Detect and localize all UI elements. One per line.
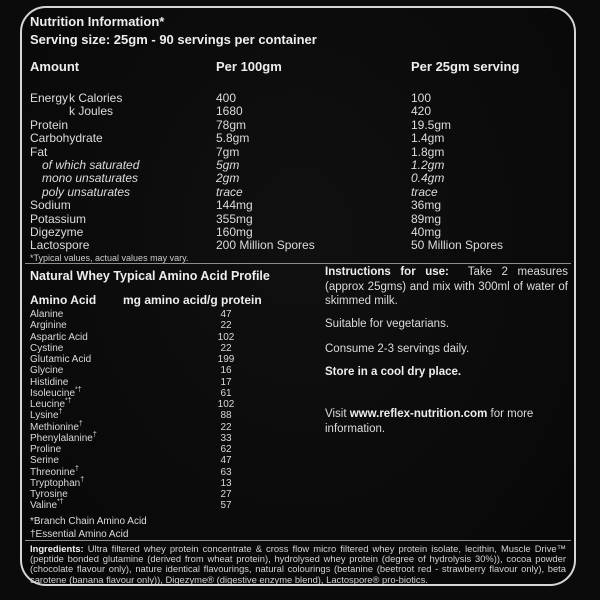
website-note bbox=[325, 407, 568, 436]
website-prefix: Visit bbox=[325, 408, 350, 420]
nutrition-table-header bbox=[30, 59, 567, 75]
website-suffix: for more information. bbox=[325, 408, 534, 435]
nutrition-row bbox=[30, 186, 567, 199]
per-100gm-value: 144mg bbox=[216, 198, 253, 213]
amino-name: Glycine bbox=[30, 365, 64, 377]
section-divider-top bbox=[25, 263, 571, 264]
amino-value: 102 bbox=[217, 331, 235, 343]
amino-value: 57 bbox=[220, 500, 232, 512]
per-25gm-value: 19.5gm bbox=[411, 117, 452, 132]
consume-note: Consume 2-3 servings daily. bbox=[325, 343, 470, 355]
per-25gm-value: 1.4gm bbox=[411, 131, 445, 146]
amino-row bbox=[30, 399, 330, 410]
amino-value: 22 bbox=[220, 342, 232, 354]
nutrition-row bbox=[30, 146, 567, 159]
nutrient-name: Sodium bbox=[30, 198, 71, 213]
amino-row bbox=[30, 467, 330, 478]
nutrient-subname: k Calories bbox=[69, 91, 123, 105]
amino-value: 47 bbox=[220, 309, 232, 320]
nutrient-subname: k Joules bbox=[69, 104, 114, 119]
amino-name: Glutamic Acid bbox=[30, 354, 92, 365]
amino-mark: † bbox=[80, 476, 85, 484]
amino-name: Methionine† bbox=[30, 420, 83, 433]
nutrient-name: Fat bbox=[30, 144, 48, 159]
amino-name: Tyrosine bbox=[30, 489, 68, 500]
typical-values-note: *Typical values, actual values may vary. bbox=[30, 253, 189, 263]
amino-value: 199 bbox=[217, 354, 235, 365]
per-100gm-value: 7gm bbox=[216, 144, 240, 159]
amino-table-header bbox=[30, 293, 330, 307]
amino-profile-title: Natural Whey Typical Amino Acid Profile bbox=[30, 269, 270, 283]
instructions-body: Take 2 measures (approx 25gms) and mix with 300ml of water of skimmed milk. bbox=[325, 266, 568, 307]
nutrition-rows bbox=[30, 92, 567, 253]
amino-row bbox=[30, 500, 330, 511]
amino-name: Tryptophan† bbox=[30, 476, 85, 489]
amino-name: Valine*† bbox=[30, 498, 64, 512]
nutrition-row bbox=[30, 159, 567, 172]
per-100gm-value: 400 bbox=[216, 91, 237, 105]
nutrient-name: poly unsaturates bbox=[42, 184, 131, 199]
amino-name: Alanine bbox=[30, 309, 64, 320]
per-25gm-value: 50 Million Spores bbox=[411, 238, 504, 253]
column-amount: Amount bbox=[30, 59, 80, 74]
per-100gm-value: 1680 bbox=[216, 104, 243, 119]
amino-name: Threonine† bbox=[30, 465, 79, 478]
per-100gm-value: trace bbox=[216, 184, 243, 199]
amino-name: Isoleucine*† bbox=[30, 386, 82, 399]
amino-value: 88 bbox=[220, 410, 232, 422]
nutrient-name: Digezyme bbox=[30, 224, 84, 239]
amino-row bbox=[30, 489, 330, 500]
amino-row bbox=[30, 332, 330, 343]
per-25gm-value: 1.2gm bbox=[411, 157, 445, 172]
per-25gm-value: 100 bbox=[411, 91, 432, 105]
nutrient-name: Carbohydrate bbox=[30, 131, 103, 146]
amino-value: 13 bbox=[220, 477, 232, 489]
per-100gm-value: 5gm bbox=[216, 157, 240, 172]
nutrient-name: Protein bbox=[30, 117, 69, 132]
nutrition-row bbox=[30, 92, 567, 105]
serving-size: Serving size: 25gm - 90 servings per container bbox=[30, 31, 317, 47]
section-divider-bottom bbox=[25, 540, 571, 541]
nutrition-row bbox=[30, 199, 567, 212]
nutrition-row bbox=[30, 213, 567, 226]
footnote-essential: †Essential Amino Acid bbox=[30, 528, 129, 540]
amino-mark: *† bbox=[57, 498, 64, 506]
amino-value: 61 bbox=[220, 387, 232, 399]
per-100gm-value: 355mg bbox=[216, 211, 253, 226]
column-per-25gm: Per 25gm serving bbox=[411, 59, 520, 74]
amino-row bbox=[30, 410, 330, 421]
nutrition-row bbox=[30, 172, 567, 185]
amino-name: Lysine† bbox=[30, 408, 63, 422]
nutrition-row bbox=[30, 226, 567, 239]
nutrition-row bbox=[30, 119, 567, 132]
amino-mark: *† bbox=[65, 397, 72, 405]
per-100gm-value: 78gm bbox=[216, 117, 247, 132]
nutrient-name: Potassium bbox=[30, 211, 87, 226]
amino-row bbox=[30, 478, 330, 489]
per-100gm-value: 160mg bbox=[216, 224, 253, 239]
amino-row bbox=[30, 343, 330, 354]
amino-value: 17 bbox=[220, 376, 232, 388]
amino-value: 62 bbox=[220, 444, 232, 455]
amino-name: Aspartic Acid bbox=[30, 331, 88, 343]
amino-name: Proline bbox=[30, 444, 62, 455]
amino-name: Serine bbox=[30, 455, 59, 467]
amino-mark: † bbox=[75, 465, 79, 473]
amino-row bbox=[30, 444, 330, 455]
amino-value: 22 bbox=[220, 421, 232, 433]
nutrient-name: Lactospore bbox=[30, 238, 90, 253]
label-header bbox=[30, 13, 317, 48]
amino-value: 63 bbox=[220, 466, 232, 478]
nutrient-name: Energy bbox=[30, 91, 69, 105]
nutrition-label bbox=[20, 6, 576, 586]
per-25gm-value: 40mg bbox=[411, 224, 442, 239]
vegetarian-note: Suitable for vegetarians. bbox=[325, 318, 450, 330]
amino-name: Histidine bbox=[30, 376, 69, 388]
per-25gm-value: 420 bbox=[411, 104, 432, 119]
per-25gm-value: 36mg bbox=[411, 198, 442, 213]
amino-row bbox=[30, 354, 330, 365]
per-100gm-value: 200 Million Spores bbox=[216, 238, 315, 253]
nutrition-row bbox=[30, 239, 567, 252]
amino-row bbox=[30, 433, 330, 444]
amino-value: 27 bbox=[220, 489, 232, 500]
per-25gm-value: trace bbox=[411, 184, 438, 199]
nutrition-row bbox=[30, 132, 567, 145]
footnote-branch-chain: *Branch Chain Amino Acid bbox=[30, 516, 147, 527]
amino-mark: *† bbox=[75, 386, 82, 394]
amino-row bbox=[30, 309, 330, 320]
per-25gm-value: 0.4gm bbox=[411, 171, 445, 186]
storage-note: Store in a cool dry place. bbox=[325, 366, 462, 378]
ingredients bbox=[30, 544, 566, 585]
amino-value: 102 bbox=[217, 399, 235, 410]
amino-name: Leucine*† bbox=[30, 397, 72, 410]
amino-value: 47 bbox=[220, 455, 232, 467]
amino-mark: † bbox=[78, 420, 83, 428]
website-url: www.reflex-nutrition.com bbox=[349, 408, 488, 420]
amino-row bbox=[30, 365, 330, 376]
amino-name: Arginine bbox=[30, 320, 67, 332]
amino-mark: † bbox=[58, 408, 63, 416]
amino-row bbox=[30, 422, 330, 433]
amino-row bbox=[30, 388, 330, 399]
ingredients-body: Ultra filtered whey protein concentrate & cross flow micro filtered whey protein isolate, lecithin, Muscle Drive™ (peptide bonded glutamine (derived from wheat protein), hydrolysed whey protein (degree of hydrolysis 30%)), cocoa powder (chocolate flavour only), nature identical flavourings, natural colourings (betanine (beetroot red - strawberry flavour only), beta carotene (banana flavour only)), Digezyme® (digestive enzyme blend), Lactospore® pro-biotics. bbox=[30, 543, 566, 585]
amino-value: 33 bbox=[220, 432, 232, 444]
amino-rows bbox=[30, 309, 330, 512]
instructions-lead: Instructions for use: bbox=[325, 266, 449, 278]
column-per-100gm: Per 100gm bbox=[216, 59, 282, 74]
instructions bbox=[325, 265, 568, 309]
column-amino-acid: Amino Acid bbox=[30, 293, 97, 307]
amino-footnotes bbox=[30, 516, 147, 541]
column-mg-per-g-protein: mg amino acid/g protein bbox=[123, 293, 262, 307]
amino-mark: † bbox=[92, 431, 97, 439]
label-title: Nutrition Information* bbox=[30, 14, 165, 29]
nutrition-row bbox=[30, 105, 567, 118]
amino-name: Phenylalanine† bbox=[30, 431, 97, 444]
amino-value: 16 bbox=[220, 365, 232, 377]
per-25gm-value: 1.8gm bbox=[411, 144, 445, 159]
amino-row bbox=[30, 320, 330, 331]
per-100gm-value: 5.8gm bbox=[216, 131, 250, 146]
per-25gm-value: 89mg bbox=[411, 211, 442, 226]
amino-value: 22 bbox=[220, 320, 232, 332]
nutrient-name: mono unsaturates bbox=[42, 171, 139, 186]
nutrient-name: of which saturated bbox=[42, 157, 140, 172]
per-100gm-value: 2gm bbox=[216, 171, 240, 186]
amino-name: Cystine bbox=[30, 342, 64, 354]
ingredients-lead: Ingredients: bbox=[30, 543, 84, 554]
